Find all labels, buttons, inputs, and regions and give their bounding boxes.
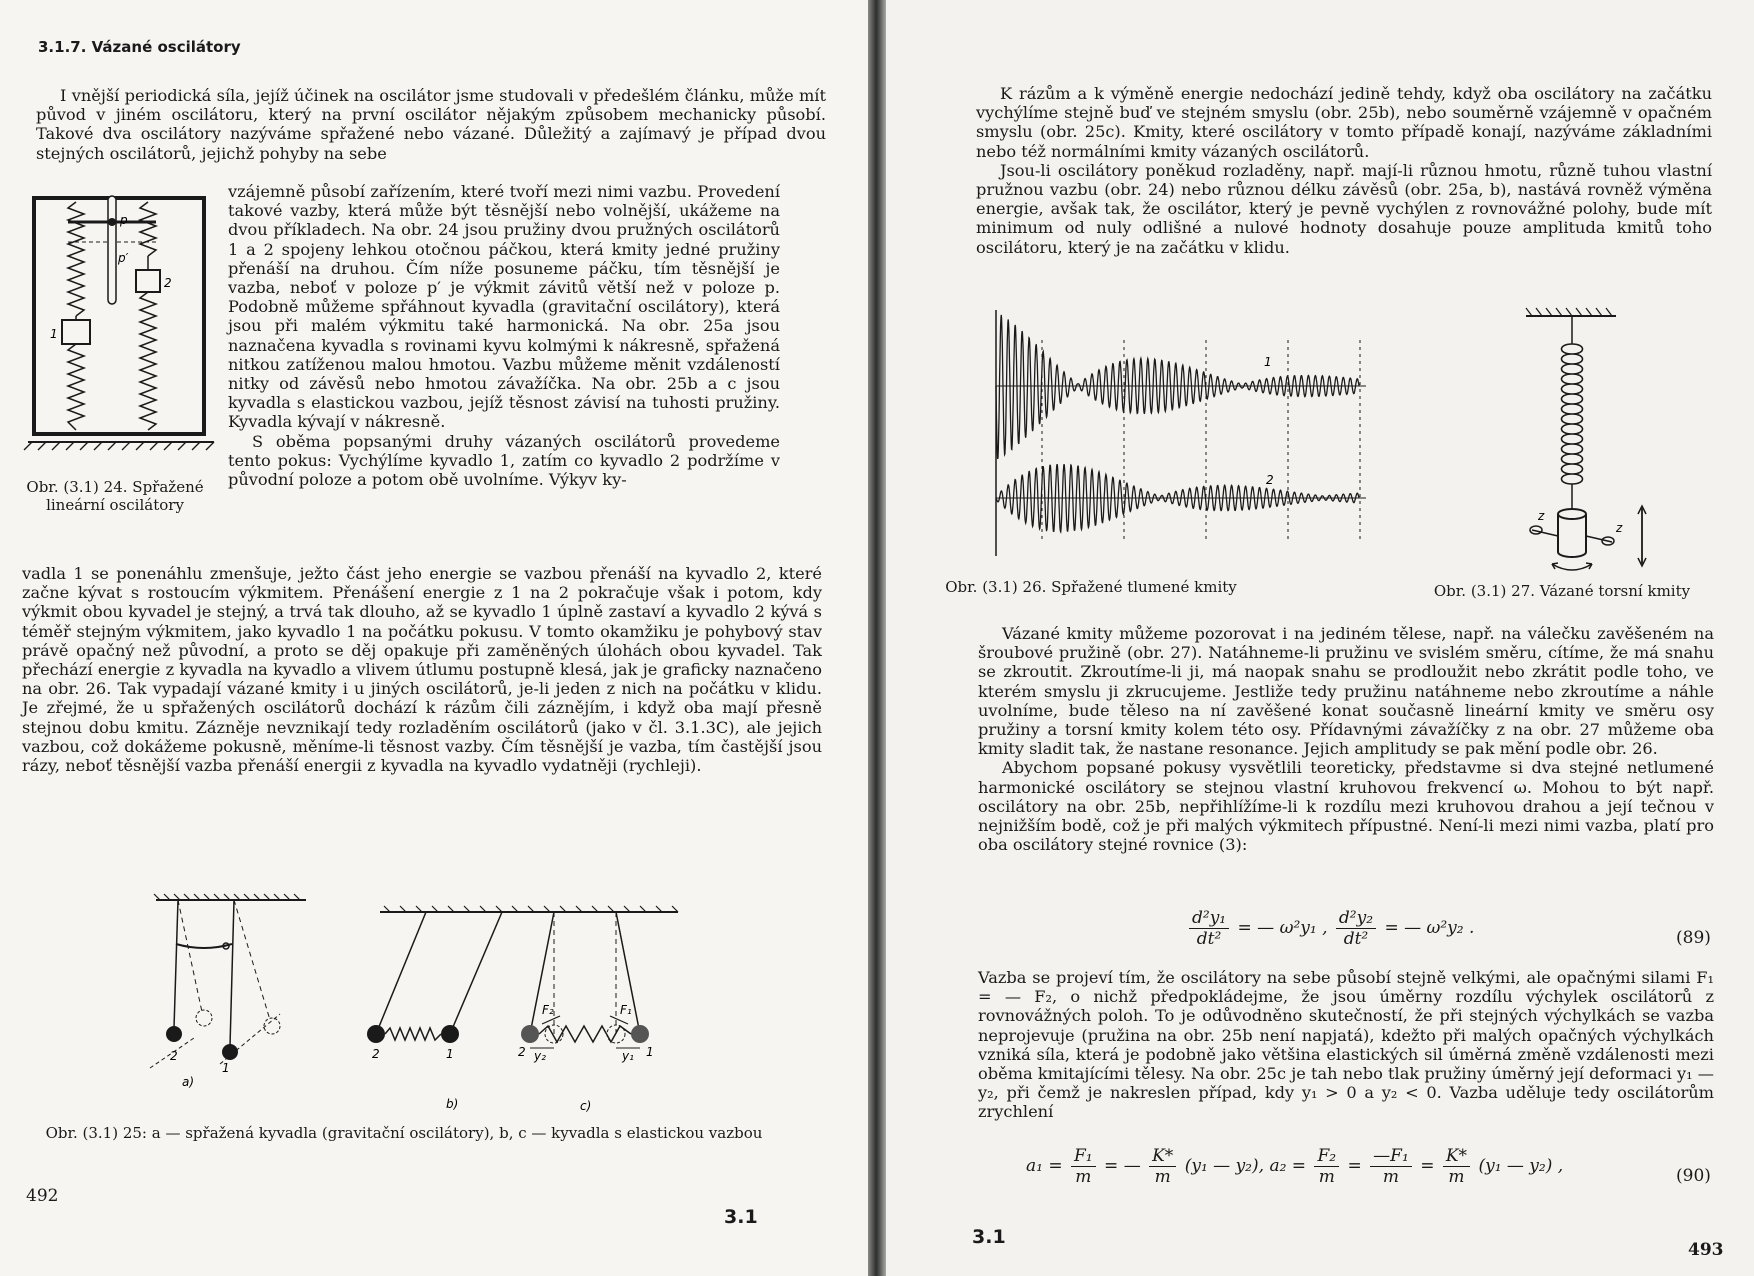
eq90-gd2: m bbox=[1382, 1167, 1400, 1187]
eq90-kd2: m bbox=[1448, 1167, 1465, 1187]
equation-90 bbox=[1026, 1146, 1563, 1187]
book-gutter bbox=[868, 0, 886, 1276]
eq90-kn1: K* bbox=[1149, 1146, 1176, 1167]
paragraph-coupling-force-text: Vazba se projeví tím, že oscilátory na sebe působí stejně velkými, ale opačnými silami F₁ = — F₂, o nichž předpokládejme, že jsou úměrny rozdílu výchylek oscilátorů z rovnovážných poloh. To je odůvodněno skutečností, že při stejných výchylkách se vazba neprojevuje (pružina na obr. 25b není napjatá), kdežto při malých opačných výchylkách vzniká síla, která je podobně jako většina elastických sil úměrná změně vzdálenosti mezi oběma kmitajícími tělesy. Na obr. 25c je tah nebo tlak pružiny úměrný její deformaci y₁ — y₂, při čemž je nakreslen případ, kdy y₁ > 0 a y₂ < 0. Vazba uděluje tedy oscilátorům zrychlení bbox=[978, 968, 1714, 1122]
figure-26-coupled-damped-oscillations bbox=[996, 310, 1366, 560]
figure-24-caption: Obr. (3.1) 24. Spřažené lineární oscilátory bbox=[26, 478, 204, 514]
fig24-label-p-prime: p′ bbox=[118, 251, 129, 265]
figure-24-coupled-linear-oscillators bbox=[28, 192, 214, 460]
eq90-lhs1: a₁ = bbox=[1026, 1156, 1063, 1176]
eq90-fd2: m bbox=[1318, 1167, 1335, 1187]
eq90-tail1: (y₁ — y₂), bbox=[1184, 1156, 1265, 1176]
fig25a-label-1: 1 bbox=[222, 1061, 230, 1075]
eq90-fn1: F₁ bbox=[1071, 1146, 1096, 1167]
eq89-den2: dt² bbox=[1343, 929, 1369, 949]
eq90-mid2: = bbox=[1347, 1156, 1362, 1176]
fig25c-label-y1: y₁ bbox=[622, 1049, 634, 1063]
paragraph-intro-text: I vnější periodická síla, jejíž účinek na oscilátor jsme studovali v předešlém článku, může mít původ v jiném oscilátoru, který na první oscilátor nějakým způsobem mechanicky působí. Takové dva oscilátory nazýváme spřažené nebo vázané. Důležitý a zajímavý je případ dvou stejných oscilátorů, jejichž pohyby na sebe bbox=[36, 86, 826, 163]
figure-27-coupled-torsion-oscillator bbox=[1526, 308, 1706, 578]
fig25b-label-1: 1 bbox=[446, 1047, 454, 1061]
oscillation-curve-1 bbox=[996, 315, 1359, 459]
eq90-mid1: = — bbox=[1104, 1156, 1141, 1176]
paragraph-theory-text: Abychom popsané pokusy vysvětlili teoreticky, představme si dva stejné netlumené harmonické oscilátory se stejnou vlastní kruhovou frekvencí ω. Mohou to být např. oscilátory na obr. 25b, nepřihlížíme-li k rozdílu mezi kruhovou drahou a její tečnou v nejnižším bodě, což je při malých výkmitech přípustné. Není-li mezi nimi vazba, platí pro oba oscilátory stejné rovnice (3): bbox=[978, 758, 1714, 855]
paragraph-experiment-text: vadla 1 se ponenáhlu zmenšuje, ježto část jeho energie se vazbou přenáší na kyvadlo 2, které začne kývat s rostoucím výkmitem. Přenášení energie z 1 na 2 pokračuje však i potom, kdy výkmit obou kyvadel je stejný, a trvá tak dlouho, až se kyvadlo 1 úplně zastaví a kyvadlo 2 kývá s téměř stejným výkmitem, jako kyvadlo 1 na počátku pokusu. V tomto okamžiku je pohybový stav právě opačný než původní, a proto se děj opakuje při zaměněných úlohách obou kyvadel. Tak přechází energie z kyvadla na kyvadlo a vlivem útlumu postupně klesá, jak je graficky naznačeno na obr. 26. Tak vypadají vázané kmity i u jiných oscilátorů, je-li jeden z nich na počátku v klidu. Je zřejmé, že u spřažených oscilátorů dochází k rázům čili záznějím, i když oba mají přesně stejnou dobu kmitu. Zázněje nevznikají tedy rozladěním oscilátorů (jako v čl. 3.1.3C), ale jejich vazbou, což dokážeme pokusně, měníme-li těsnost vazby. Čím těsnější je vazba, tím častější jsou rázy, neboť těsnější vazba přenáší energii z kyvadla na kyvadlo vydatněji (rychleji). bbox=[22, 564, 822, 776]
fig25a-label-2: 2 bbox=[170, 1049, 178, 1063]
fig25-label-b: b) bbox=[446, 1097, 459, 1111]
fig24-label-1: 1 bbox=[50, 327, 58, 341]
fig27-label-z-right: z bbox=[1616, 521, 1623, 535]
equation-90-number: (90) bbox=[1676, 1166, 1711, 1186]
fig24-label-2: 2 bbox=[164, 276, 172, 290]
paragraph-single-body bbox=[978, 624, 1714, 854]
paragraph-coupling-examples-text: vzájemně působí zařízením, které tvoří mezi nimi vazbu. Provedení takové vazby, která může být těsnější nebo volnější, ukážeme na dvou příkladech. Na obr. 24 jsou pružiny dvou pružných oscilátorů 1 a 2 spojeny lehkou otočnou páčkou, která kmity jedné pružiny přenáší na druhou. Čím níže posuneme páčku, tím těsnější je vazba, neboť v poloze p′ je výkmit závitů větší než v poloze p. Podobně můžeme spřáhnout kyvadla (gravitační oscilátory), která jsou při malém výkmitu také harmonická. Na obr. 25a jsou naznačena kyvadla s rovinami kyvu kolmými k nákresně, spřažená nitkou zatíženou malou hmotou. Vazbu můžeme měnit vzdáleností nitky od závěsů nebo hmotou závažíčka. Na obr. 25b a c jsou kyvadla s elastickou vazbou, jejíž těsnost závisí na tuhosti pružiny. Kyvadla kývají v nákresně. bbox=[228, 182, 780, 432]
paragraph-coupling-force bbox=[978, 968, 1714, 1122]
fig25c-label-1: 1 bbox=[646, 1045, 654, 1059]
paragraph-experiment-start: S oběma popsanými druhy vázaných oscilátorů provedeme tento pokus: Vychýlíme kyvadlo 1, zatím co kyvadlo 2 podržíme v původní poloze a potom obě uvolníme. Výkyv ky- bbox=[228, 431, 780, 490]
right-page bbox=[886, 0, 1754, 1276]
fig26-label-1: 1 bbox=[1264, 355, 1272, 369]
eq90-fn2: F₂ bbox=[1314, 1146, 1339, 1167]
fig27-label-z-left: z bbox=[1538, 509, 1545, 523]
paragraph-detuned-text: Jsou-li oscilátory poněkud rozladěny, např. mají-li různou hmotu, různě tuhou vlastní pružnou vazbu (obr. 24) nebo různou délku závěsů (obr. 25a, b), nastává rovněž výměna energie, avšak tak, že oscilátor, který je pevně vychýlen z rovnovážné polohy, bude mít minimum od nuly odlišné a nulové hodnoty dosahuje pouze amplituda kmitů toho oscilátoru, který je na začátku v klidu. bbox=[976, 160, 1712, 257]
paragraph-intro bbox=[36, 86, 826, 163]
section-mark-right: 3.1 bbox=[972, 1226, 1006, 1248]
left-page bbox=[0, 0, 868, 1276]
eq90-gn2: —F₁ bbox=[1370, 1146, 1412, 1167]
figure-25-coupled-pendulums bbox=[130, 894, 690, 1114]
eq90-kd1: m bbox=[1154, 1167, 1171, 1187]
page-number-left: 492 bbox=[26, 1186, 59, 1206]
eq90-kn2: K* bbox=[1443, 1146, 1470, 1167]
fig24-label-p: p bbox=[120, 213, 128, 227]
eq89-den1: dt² bbox=[1196, 929, 1222, 949]
paragraph-coupling-examples bbox=[228, 182, 780, 489]
fig25c-label-2: 2 bbox=[518, 1045, 526, 1059]
fig25-label-a: a) bbox=[182, 1075, 195, 1089]
figure-26-caption: Obr. (3.1) 26. Spřažené tlumené kmity bbox=[945, 578, 1237, 596]
fig25c-label-y2: y₂ bbox=[534, 1049, 546, 1063]
fig25-label-c: c) bbox=[580, 1099, 592, 1113]
fig25b-label-2: 2 bbox=[372, 1047, 380, 1061]
eq90-mid3: = bbox=[1420, 1156, 1435, 1176]
paragraph-experiment bbox=[22, 564, 822, 775]
eq90-lhs2: a₂ = bbox=[1269, 1156, 1307, 1176]
eq90-tail2: (y₁ — y₂) , bbox=[1478, 1156, 1564, 1176]
page-number-right: 493 bbox=[1688, 1240, 1724, 1260]
eq89-num2: d²y₂ bbox=[1336, 908, 1376, 929]
fig26-label-2: 2 bbox=[1266, 473, 1274, 487]
eq89-rhs1: = — ω²y₁ , bbox=[1237, 918, 1328, 938]
eq90-fd1: m bbox=[1075, 1167, 1092, 1187]
equation-89-number: (89) bbox=[1676, 928, 1711, 948]
figure-25-caption: Obr. (3.1) 25: a — spřažená kyvadla (gravitační oscilátory), b, c — kyvadla s elastickou vazbou bbox=[45, 1124, 763, 1142]
figure-27-caption: Obr. (3.1) 27. Vázané torsní kmity bbox=[1433, 582, 1691, 600]
eq89-num1: d²y₁ bbox=[1189, 908, 1229, 929]
paragraph-normal-modes bbox=[976, 84, 1712, 257]
section-title: 3.1.7. Vázané oscilátory bbox=[38, 38, 241, 56]
paragraph-normal-modes-text: K rázům a k výměně energie nedochází jedině tehdy, když oba oscilátory na začátku vychýlíme stejně buď ve stejném smyslu (obr. 25b), nebo souměrně vzájemně v opačném smyslu (obr. 25c). Kmity, které oscilátory v tomto případě konají, nazýváme základními nebo též normálními kmity vázaných oscilátorů. bbox=[976, 84, 1712, 161]
paragraph-single-body-text: Vázané kmity můžeme pozorovat i na jediném tělese, např. na válečku zavěšeném na šroubové pružině (obr. 27). Natáhneme-li pružinu ve svislém směru, cítíme, že má snahu se zkroutit. Zkroutíme-li ji, má naopak snahu se prodloužit nebo zkrátit podle toho, ve kterém smyslu ji zkrucujeme. Jestliže tedy pružinu natáhneme nebo zkroutíme a náhle uvolníme, bude těleso na ní zavěšené konat současně lineární kmity ve směru osy pružiny a torsní kmity kolem této osy. Přídavnými závažíčky z na obr. 27 můžeme oba kmity sladit tak, že nastane resonance. Jejich amplitudy se pak mění podle obr. 26. bbox=[978, 624, 1714, 759]
fig25c-label-f2: F₂ bbox=[542, 1003, 554, 1017]
eq89-rhs2: = — ω²y₂ . bbox=[1384, 918, 1475, 938]
equation-89 bbox=[1186, 908, 1474, 949]
fig25c-label-f1: F₁ bbox=[620, 1003, 632, 1017]
section-mark-left: 3.1 bbox=[724, 1206, 758, 1228]
